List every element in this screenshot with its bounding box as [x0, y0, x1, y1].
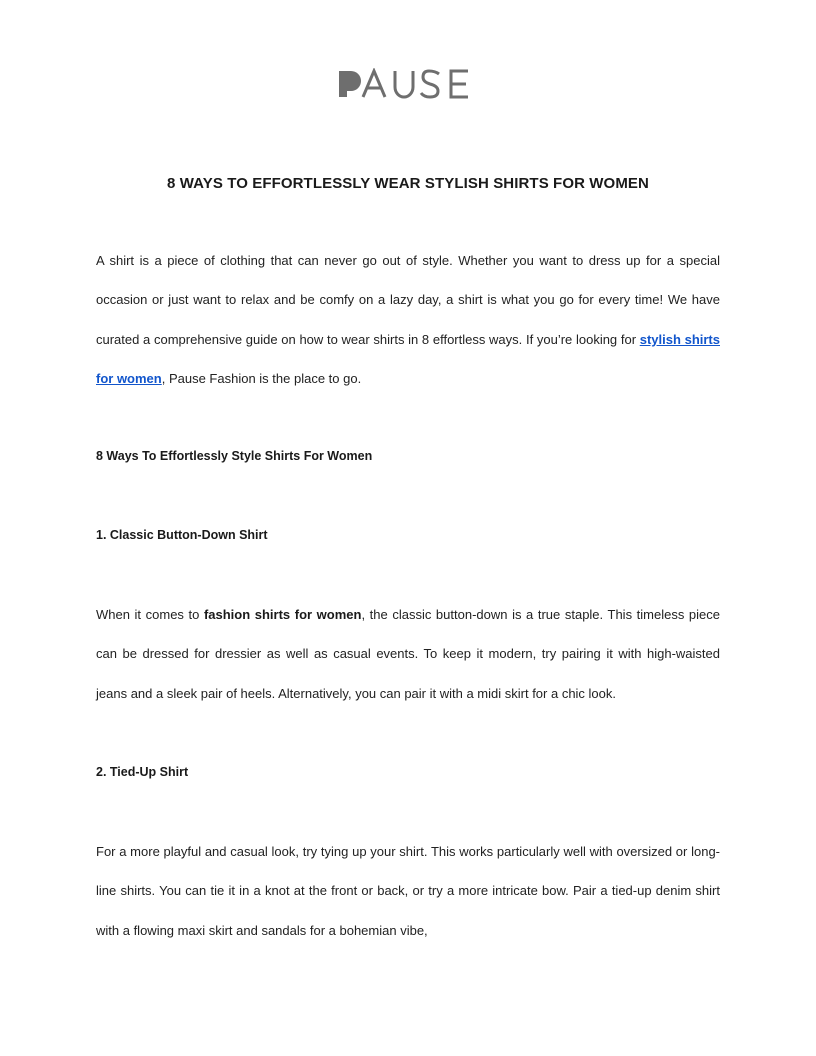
- section-1-paragraph: [96, 595, 720, 713]
- intro-text-after-link: , Pause Fashion is the place to go.: [161, 370, 362, 386]
- section-1-bold-text: fashion shirts for women: [203, 607, 362, 622]
- section-2-heading: 2. Tied-Up Shirt: [96, 765, 189, 779]
- pause-logo-icon: [337, 68, 477, 100]
- intro-paragraph: [96, 241, 720, 398]
- brand-logo: [337, 68, 477, 100]
- section-heading: 8 Ways To Effortlessly Style Shirts For Women: [96, 449, 373, 463]
- intro-text-before-link: A shirt is a piece of clothing that can never go out of style. Whether you want to dress up for a special occasion or just want to relax and be comfy on a lazy day, a shirt is what you go for every time! We have curated a comprehensive guide on how to wear shirts in 8 effortless ways. If you’re looking for: [96, 253, 720, 347]
- section-1-text-after-bold: , the classic button-down is a true staple. This timeless piece can be dressed for dressier as well as casual events. To keep it modern, try pairing it with high-waisted jeans and a sleek pair of heels. Alternatively, you can pair it with a midi skirt for a chic look.: [96, 607, 720, 701]
- stylish-shirts-link[interactable]: stylish shirts for women: [96, 331, 720, 386]
- page-title: 8 WAYS TO EFFORTLESSLY WEAR STYLISH SHIRTS FOR WOMEN: [167, 175, 649, 192]
- section-2-paragraph: For a more playful and casual look, try tying up your shirt. This works particularly well with oversized or long-line shirts. You can tie it in a knot at the front or back, or try a more intricate bow. Pair a tied-up denim shirt with a flowing maxi skirt and sandals for a bohemian vibe,: [96, 844, 720, 938]
- section-1-text-before-bold: When it comes to: [96, 607, 204, 622]
- section-1-heading: 1. Classic Button-Down Shirt: [96, 528, 268, 542]
